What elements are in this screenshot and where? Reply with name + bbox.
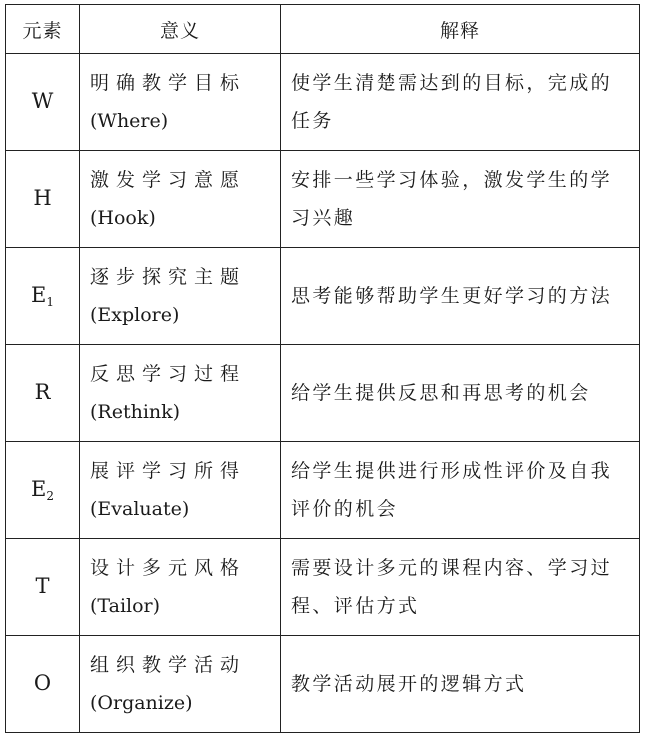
header-meaning: 意义 <box>80 5 281 54</box>
meaning-zh: 明确教学目标 <box>90 72 247 94</box>
table-row <box>6 539 640 636</box>
table-row <box>6 636 640 733</box>
meaning-zh: 逐步探究主题 <box>90 266 247 288</box>
meaning-en: (Explore) <box>90 304 180 326</box>
explanation-cell: 教学活动展开的逻辑方式 <box>281 636 640 733</box>
meaning-zh: 激发学习意愿 <box>90 169 247 191</box>
where-to-table <box>5 4 640 733</box>
explanation-cell: 给学生提供反思和再思考的机会 <box>281 345 640 442</box>
element-cell <box>6 539 80 636</box>
meaning-cell <box>80 54 281 151</box>
element-cell <box>6 345 80 442</box>
element-letter: O <box>33 671 52 695</box>
meaning-cell <box>80 442 281 539</box>
explanation-cell: 安排一些学习体验，激发学生的学习兴趣 <box>281 151 640 248</box>
meaning-en: (Evaluate) <box>90 498 190 520</box>
element-letter: T <box>35 574 50 598</box>
meaning-zh: 反思学习过程 <box>90 363 247 385</box>
element-subscript: 1 <box>46 295 54 309</box>
table-row <box>6 151 640 248</box>
meaning-cell <box>80 151 281 248</box>
meaning-en: (Organize) <box>90 692 193 714</box>
meaning-en: (Where) <box>90 110 169 132</box>
meaning-cell <box>80 636 281 733</box>
meaning-zh: 展评学习所得 <box>90 460 247 482</box>
table-header-row <box>6 5 640 54</box>
meaning-cell <box>80 248 281 345</box>
element-cell <box>6 54 80 151</box>
element-cell <box>6 151 80 248</box>
element-letter: R <box>34 380 51 404</box>
meaning-cell <box>80 345 281 442</box>
element-subscript: 2 <box>46 489 54 503</box>
element-cell <box>6 248 80 345</box>
element-cell <box>6 636 80 733</box>
element-cell <box>6 442 80 539</box>
element-letter: H <box>33 186 52 210</box>
explanation-cell: 思考能够帮助学生更好学习的方法 <box>281 248 640 345</box>
meaning-zh: 设计多元风格 <box>90 557 247 579</box>
table-row <box>6 54 640 151</box>
explanation-cell: 使学生清楚需达到的目标，完成的任务 <box>281 54 640 151</box>
table-row <box>6 248 640 345</box>
explanation-cell: 给学生提供进行形成性评价及自我评价的机会 <box>281 442 640 539</box>
element-letter: W <box>31 89 54 113</box>
element-letter: E <box>31 477 47 501</box>
header-element: 元素 <box>6 5 80 54</box>
element-letter: E <box>31 283 47 307</box>
table-row <box>6 345 640 442</box>
header-explanation: 解释 <box>281 5 640 54</box>
table-row <box>6 442 640 539</box>
explanation-cell: 需要设计多元的课程内容、学习过程、评估方式 <box>281 539 640 636</box>
meaning-en: (Tailor) <box>90 595 161 617</box>
meaning-en: (Rethink) <box>90 401 181 423</box>
meaning-zh: 组织教学活动 <box>90 654 247 676</box>
meaning-en: (Hook) <box>90 207 156 229</box>
meaning-cell <box>80 539 281 636</box>
